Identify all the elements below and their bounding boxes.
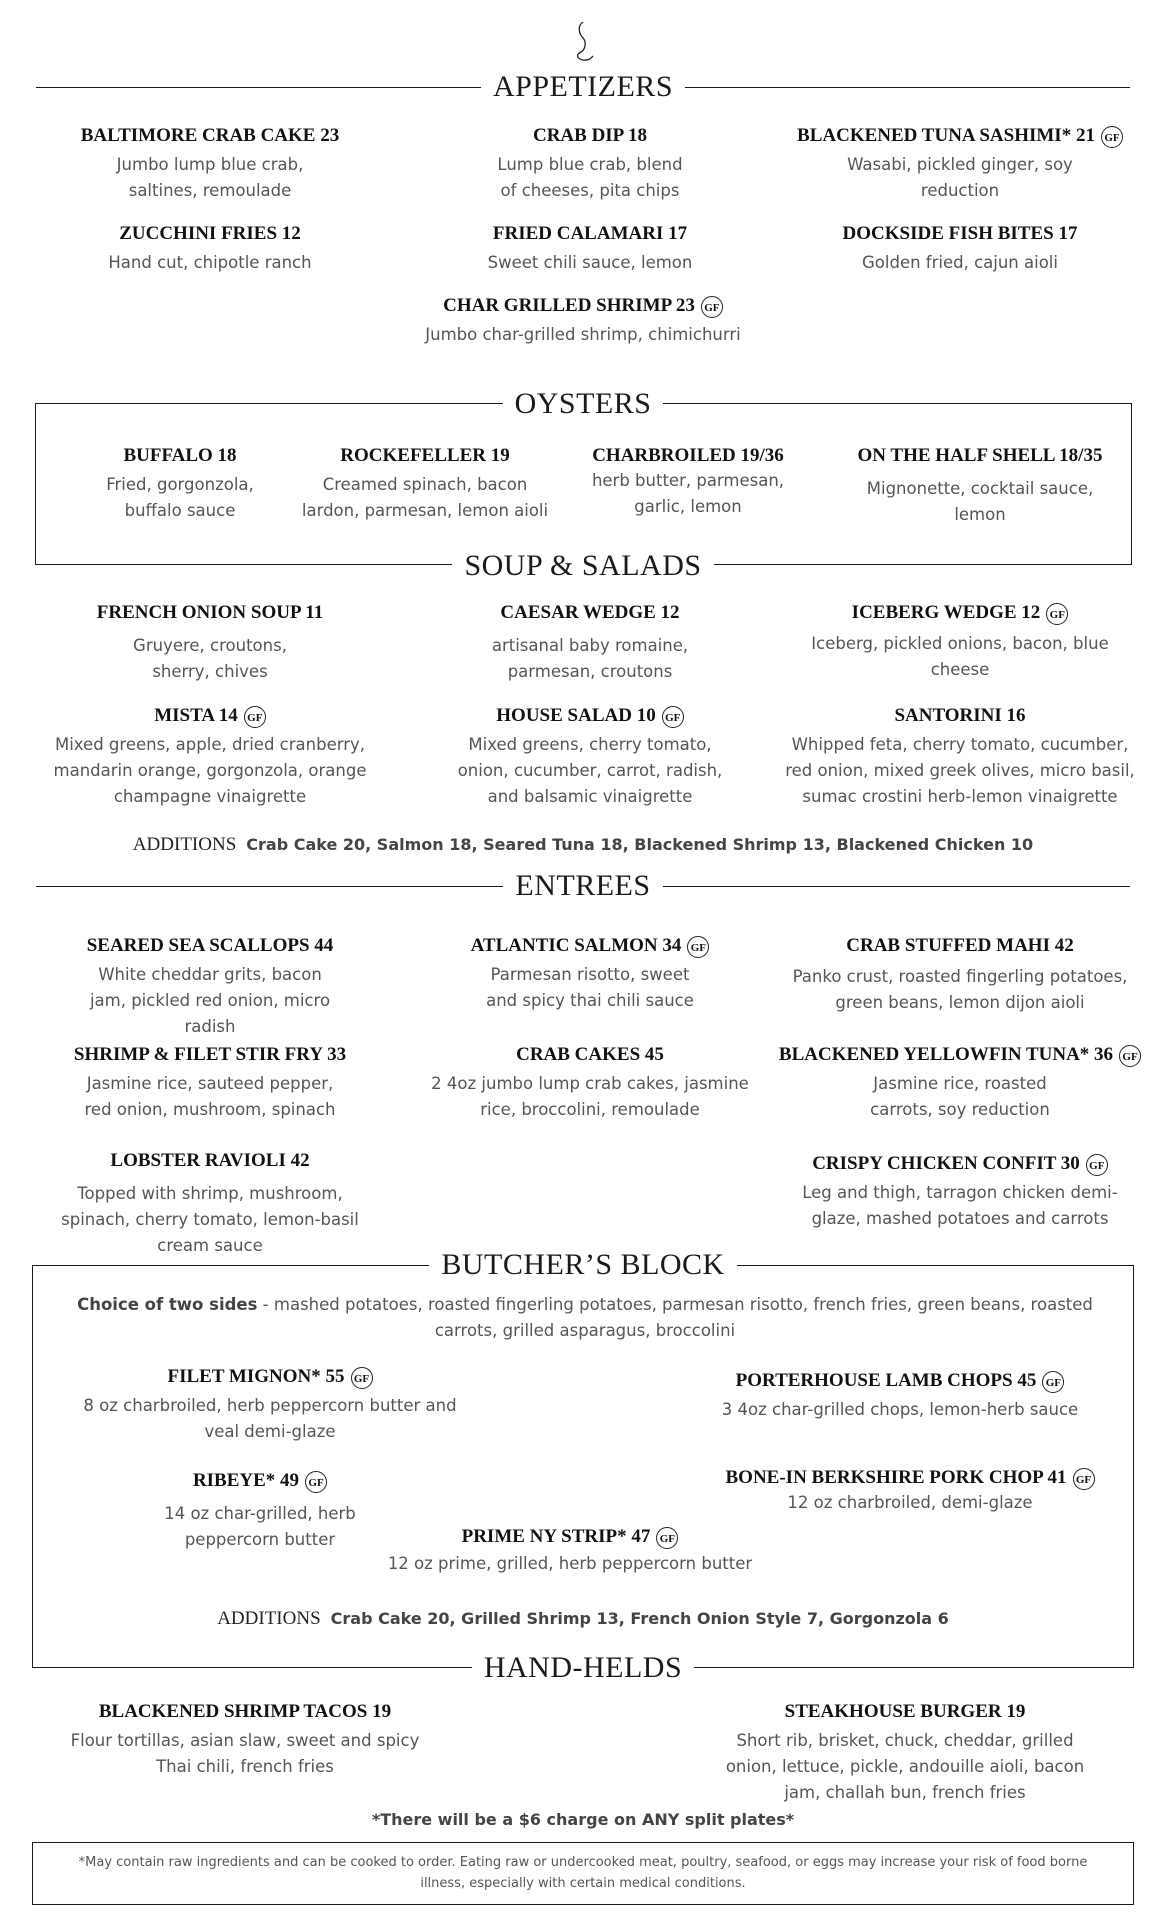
item-description: Wasabi, pickled ginger, soy reduction bbox=[847, 155, 1073, 200]
menu-item bbox=[393, 294, 773, 348]
gluten-free-icon: GF bbox=[687, 936, 709, 958]
menu-item bbox=[700, 1466, 1120, 1516]
section-title: APPETIZERS bbox=[481, 70, 685, 103]
butchers-block-header bbox=[0, 1245, 1166, 1285]
item-description: Jumbo lump blue crab, saltines, remoulade bbox=[116, 155, 304, 200]
butchers-block-additions bbox=[0, 1608, 1166, 1630]
section-title: ENTREES bbox=[503, 869, 662, 902]
menu-item bbox=[370, 1525, 770, 1577]
item-name: BALTIMORE CRAB CAKE 23 bbox=[80, 125, 340, 146]
soup-salads-additions bbox=[0, 834, 1166, 856]
menu-item bbox=[50, 1700, 440, 1780]
menu-item bbox=[70, 444, 290, 524]
item-name: CRAB CAKES 45 bbox=[516, 1044, 664, 1065]
item-description: Sweet chili sauce, lemon bbox=[487, 253, 693, 272]
menu-item bbox=[40, 124, 380, 204]
menu-item bbox=[40, 222, 380, 276]
item-name: ZUCCHINI FRIES 12 bbox=[119, 223, 301, 244]
sides-note bbox=[70, 1292, 1100, 1344]
gluten-free-icon: GF bbox=[305, 1471, 327, 1493]
menu-item bbox=[770, 1043, 1150, 1123]
item-description: Golden fried, cajun aioli bbox=[862, 253, 1058, 272]
item-name: STEAKHOUSE BURGER 19 bbox=[784, 1701, 1026, 1722]
sides-text: - mashed potatoes, roasted fingerling potatoes, parmesan risotto, french fries, green beans, roasted carrots, grilled asparagus, broccolini bbox=[257, 1295, 1093, 1340]
item-description: artisanal baby romaine, parmesan, croutons bbox=[491, 636, 689, 681]
item-name: CRAB STUFFED MAHI 42 bbox=[846, 935, 1074, 956]
appetizers-header bbox=[0, 67, 1166, 107]
item-name: SEARED SEA SCALLOPS 44 bbox=[86, 935, 334, 956]
menu-item bbox=[578, 444, 798, 520]
gluten-free-icon: GF bbox=[1042, 1371, 1064, 1393]
sides-label: Choice of two sides bbox=[77, 1295, 258, 1314]
item-name: HOUSE SALAD 10 GF bbox=[420, 704, 760, 728]
item-description: 12 oz charbroiled, demi-glaze bbox=[787, 1493, 1033, 1512]
menu-item bbox=[710, 1700, 1100, 1806]
item-description: Hand cut, chipotle ranch bbox=[108, 253, 312, 272]
item-description: Mignonette, cocktail sauce, lemon bbox=[866, 479, 1094, 524]
item-name: MISTA 14 GF bbox=[40, 704, 380, 728]
gluten-free-icon: GF bbox=[1119, 1045, 1141, 1067]
item-description: Panko crust, roasted fingerling potatoes, green beans, lemon dijon aioli bbox=[792, 967, 1128, 1012]
gluten-free-icon: GF bbox=[1073, 1468, 1095, 1490]
item-description: Short rib, brisket, chuck, cheddar, grilled onion, lettuce, pickle, andouille aioli, bacon jam, challah bun, french fries bbox=[725, 1731, 1085, 1802]
item-name: ON THE HALF SHELL 18/35 bbox=[857, 445, 1103, 466]
item-name: RIBEYE* 49 GF bbox=[100, 1469, 420, 1493]
gluten-free-icon: GF bbox=[1046, 603, 1068, 625]
gluten-free-icon: GF bbox=[701, 296, 723, 318]
item-description: 12 oz prime, grilled, herb peppercorn butter bbox=[387, 1554, 753, 1573]
item-description: Gruyere, croutons, sherry, chives bbox=[133, 636, 287, 681]
item-description: Lump blue crab, blend of cheeses, pita chips bbox=[497, 155, 683, 200]
item-description: Jasmine rice, sauteed pepper, red onion, mushroom, spinach bbox=[84, 1074, 336, 1119]
additions-label: ADDITIONS bbox=[217, 1608, 321, 1629]
menu-item bbox=[780, 704, 1140, 810]
item-name: CHARBROILED 19/36 bbox=[592, 445, 784, 466]
item-name: BUFFALO 18 bbox=[123, 445, 237, 466]
menu-item bbox=[40, 1043, 380, 1123]
split-plate-note: *There will be a $6 charge on ANY split plates* bbox=[371, 1810, 795, 1829]
menu-item bbox=[40, 601, 380, 685]
menu-item bbox=[420, 222, 760, 276]
item-description: Mixed greens, cherry tomato, onion, cucumber, carrot, radish, and balsamic vinaigrette bbox=[457, 735, 723, 806]
item-name: CRISPY CHICKEN CONFIT 30 GF bbox=[790, 1152, 1130, 1176]
restaurant-logo bbox=[571, 18, 595, 66]
menu-item bbox=[420, 704, 760, 810]
item-name: BLACKENED TUNA SASHIMI* 21 GF bbox=[790, 124, 1130, 148]
soup-salads-header bbox=[0, 546, 1166, 586]
section-title: OYSTERS bbox=[503, 387, 664, 420]
section-title: BUTCHER’S BLOCK bbox=[429, 1248, 736, 1281]
menu-item bbox=[790, 1152, 1130, 1232]
item-name: PORTERHOUSE LAMB CHOPS 45 GF bbox=[700, 1369, 1100, 1393]
additions-label: ADDITIONS bbox=[132, 834, 237, 855]
additions-value: Crab Cake 20, Grilled Shrimp 13, French Onion Style 7, Gorgonzola 6 bbox=[330, 1609, 949, 1628]
item-name: BLACKENED SHRIMP TACOS 19 bbox=[98, 1701, 392, 1722]
gluten-free-icon: GF bbox=[1086, 1154, 1108, 1176]
item-name: ICEBERG WEDGE 12 GF bbox=[790, 601, 1130, 625]
oysters-header bbox=[0, 384, 1166, 424]
menu-item bbox=[790, 124, 1130, 204]
item-description: Flour tortillas, asian slaw, sweet and spicy Thai chili, french fries bbox=[70, 1731, 420, 1776]
gluten-free-icon: GF bbox=[1101, 126, 1123, 148]
menu-item bbox=[420, 124, 760, 204]
gluten-free-icon: GF bbox=[351, 1367, 373, 1389]
item-name: CRAB DIP 18 bbox=[532, 125, 647, 146]
section-title: SOUP & SALADS bbox=[452, 549, 713, 582]
item-name: LOBSTER RAVIOLI 42 bbox=[110, 1150, 310, 1171]
menu-item bbox=[420, 601, 760, 685]
menu-item bbox=[40, 704, 380, 810]
item-description: 3 4oz char-grilled chops, lemon-herb sauce bbox=[721, 1400, 1079, 1419]
item-description: Jumbo char-grilled shrimp, chimichurri bbox=[425, 325, 741, 344]
item-description: Leg and thigh, tarragon chicken demi-glaze, mashed potatoes and carrots bbox=[802, 1183, 1118, 1228]
item-name: ROCKEFELLER 19 bbox=[340, 445, 510, 466]
item-description: White cheddar grits, bacon jam, pickled red onion, micro radish bbox=[89, 965, 331, 1036]
menu-item bbox=[700, 1369, 1100, 1423]
menu-item bbox=[420, 1043, 760, 1123]
additions-value: Crab Cake 20, Salmon 18, Seared Tuna 18, Blackened Shrimp 13, Blackened Chicken 10 bbox=[246, 835, 1034, 854]
entrees-header bbox=[0, 866, 1166, 906]
item-name: PRIME NY STRIP* 47 GF bbox=[370, 1525, 770, 1549]
item-description: Fried, gorgonzola, buffalo sauce bbox=[106, 475, 254, 520]
menu-item bbox=[840, 444, 1120, 528]
item-description: 2 4oz jumbo lump crab cakes, jasmine rice, broccolini, remoulade bbox=[431, 1074, 749, 1119]
gluten-free-icon: GF bbox=[662, 706, 684, 728]
menu-item bbox=[40, 1149, 380, 1259]
menu-item bbox=[420, 934, 760, 1014]
menu-item bbox=[790, 222, 1130, 276]
menu-item bbox=[780, 934, 1140, 1016]
menu-item bbox=[40, 934, 380, 1040]
item-name: BONE-IN BERKSHIRE PORK CHOP 41 GF bbox=[700, 1466, 1120, 1490]
disclaimer-text: *May contain raw ingredients and can be cooked to order. Eating raw or undercooked meat, poultry, seafood, or eggs may increase your risk of food borne illness, especially with certain medical conditions. bbox=[78, 1855, 1088, 1891]
item-name: CHAR GRILLED SHRIMP 23 GF bbox=[393, 294, 773, 318]
section-title: HAND-HELDS bbox=[472, 1651, 694, 1684]
item-name: SANTORINI 16 bbox=[894, 705, 1026, 726]
item-description: Jasmine rice, roasted carrots, soy reduction bbox=[870, 1074, 1050, 1119]
item-description: Whipped feta, cherry tomato, cucumber, red onion, mixed greek olives, micro basil, sumac crostini herb-lemon vinaigrette bbox=[785, 735, 1135, 806]
item-description: Mixed greens, apple, dried cranberry, mandarin orange, gorgonzola, orange champagne vinaigrette bbox=[53, 735, 367, 806]
item-description: Iceberg, pickled onions, bacon, blue cheese bbox=[811, 634, 1109, 679]
item-name: SHRIMP & FILET STIR FRY 33 bbox=[73, 1044, 347, 1065]
item-description: Creamed spinach, bacon lardon, parmesan, lemon aioli bbox=[301, 475, 549, 520]
menu-item bbox=[70, 1365, 470, 1445]
item-description: Parmesan risotto, sweet and spicy thai chili sauce bbox=[486, 965, 694, 1010]
item-description: Topped with shrimp, mushroom, spinach, cherry tomato, lemon-basil cream sauce bbox=[61, 1184, 359, 1255]
item-description: herb butter, parmesan, garlic, lemon bbox=[591, 471, 785, 516]
item-description: 14 oz char-grilled, herb peppercorn butter bbox=[164, 1504, 356, 1549]
item-name: FRENCH ONION SOUP 11 bbox=[96, 602, 324, 623]
item-name: FILET MIGNON* 55 GF bbox=[70, 1365, 470, 1389]
item-name: DOCKSIDE FISH BITES 17 bbox=[842, 223, 1078, 244]
menu-item bbox=[295, 444, 555, 524]
item-name: BLACKENED YELLOWFIN TUNA* 36 GF bbox=[770, 1043, 1150, 1067]
gluten-free-icon: GF bbox=[656, 1527, 678, 1549]
gluten-free-icon: GF bbox=[244, 706, 266, 728]
hand-helds-header bbox=[0, 1648, 1166, 1688]
item-name: ATLANTIC SALMON 34 GF bbox=[420, 934, 760, 958]
item-name: FRIED CALAMARI 17 bbox=[492, 223, 688, 244]
item-name: CAESAR WEDGE 12 bbox=[500, 602, 680, 623]
item-description: 8 oz charbroiled, herb peppercorn butter and veal demi-glaze bbox=[83, 1396, 457, 1441]
menu-item bbox=[790, 601, 1130, 683]
